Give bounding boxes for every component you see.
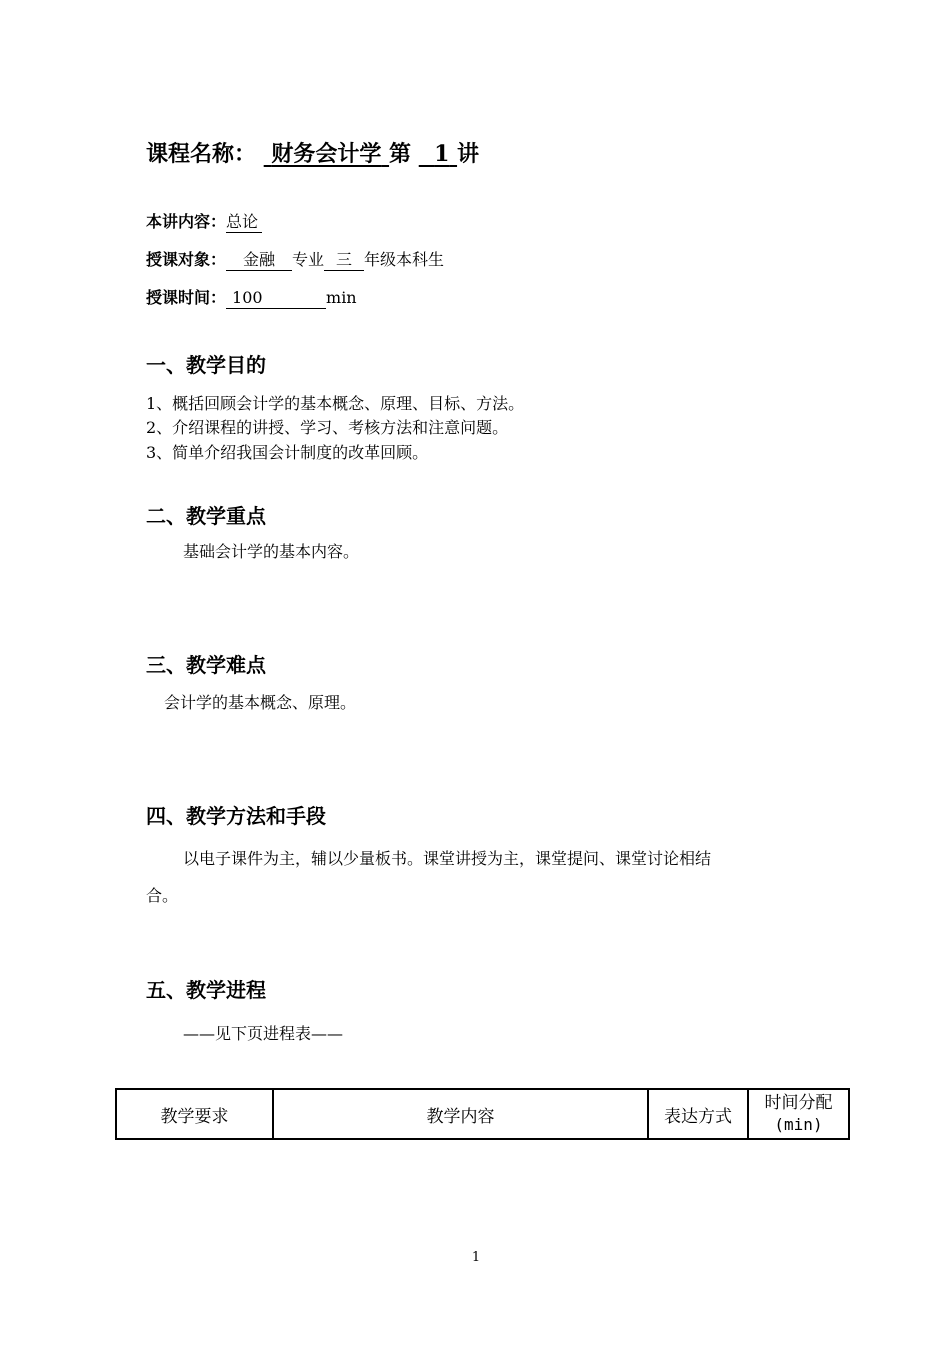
key-points-text: 基础会计学的基本内容。 <box>183 542 360 561</box>
lecture-prefix: 第 <box>389 142 412 167</box>
objective-item: 2、介绍课程的讲授、学习、考核方法和注意问题。 <box>146 418 509 437</box>
difficulties-text: 会计学的基本概念、原理。 <box>164 693 357 712</box>
table-header-row <box>116 1089 849 1139</box>
audience-line <box>146 248 444 272</box>
progress-table <box>115 1088 850 1140</box>
methods-text-line1: 以电子课件为主，辅以少量板书。课堂讲授为主，课堂提问、课堂讨论相结 <box>183 849 712 868</box>
lecture-content-label: 本讲内容： <box>146 212 227 231</box>
col-teaching-requirements: 教学要求 <box>116 1089 273 1139</box>
methods-text-line2: 合。 <box>146 886 179 905</box>
lecture-suffix: 讲 <box>457 142 480 167</box>
audience-major-suffix: 专业 <box>292 250 325 269</box>
audience-major: 金融 <box>226 250 292 271</box>
lecture-content-line <box>146 210 262 234</box>
section-methods-title: 四、教学方法和手段 <box>146 804 326 828</box>
audience-label: 授课对象： <box>146 250 227 269</box>
col-teaching-content: 教学内容 <box>273 1089 648 1139</box>
objective-item: 3、简单介绍我国会计制度的改革回顾。 <box>146 443 429 462</box>
progress-note: ——见下页进程表—— <box>183 1024 344 1043</box>
lecture-time-label: 授课时间： <box>146 288 227 307</box>
section-key-points-title: 二、教学重点 <box>146 504 266 528</box>
lecture-time-unit: min <box>326 288 357 307</box>
section-objectives-title: 一、教学目的 <box>146 353 266 377</box>
lecture-time-value: 100 <box>226 288 326 309</box>
col-delivery-method: 表达方式 <box>648 1089 748 1139</box>
audience-grade-suffix: 年级本科生 <box>364 250 445 269</box>
course-name: 财务会计学 <box>271 142 382 167</box>
audience-grade: 三 <box>324 250 364 271</box>
lecture-number: 1 <box>434 141 450 167</box>
time-allocation-label: 时间分配 <box>764 1093 833 1113</box>
course-title-label: 课程名称： <box>146 142 257 167</box>
section-difficulties-title: 三、教学难点 <box>146 653 266 677</box>
objective-item: 1、概括回顾会计学的基本概念、原理、目标、方法。 <box>146 394 525 413</box>
col-time-allocation <box>748 1089 849 1139</box>
lecture-time-line <box>146 286 357 310</box>
course-title <box>146 138 479 171</box>
section-progress-title: 五、教学进程 <box>146 978 266 1002</box>
page-number: 1 <box>471 1250 481 1265</box>
lecture-content-value: 总论 <box>226 212 262 233</box>
time-allocation-unit: (min) <box>774 1115 823 1134</box>
